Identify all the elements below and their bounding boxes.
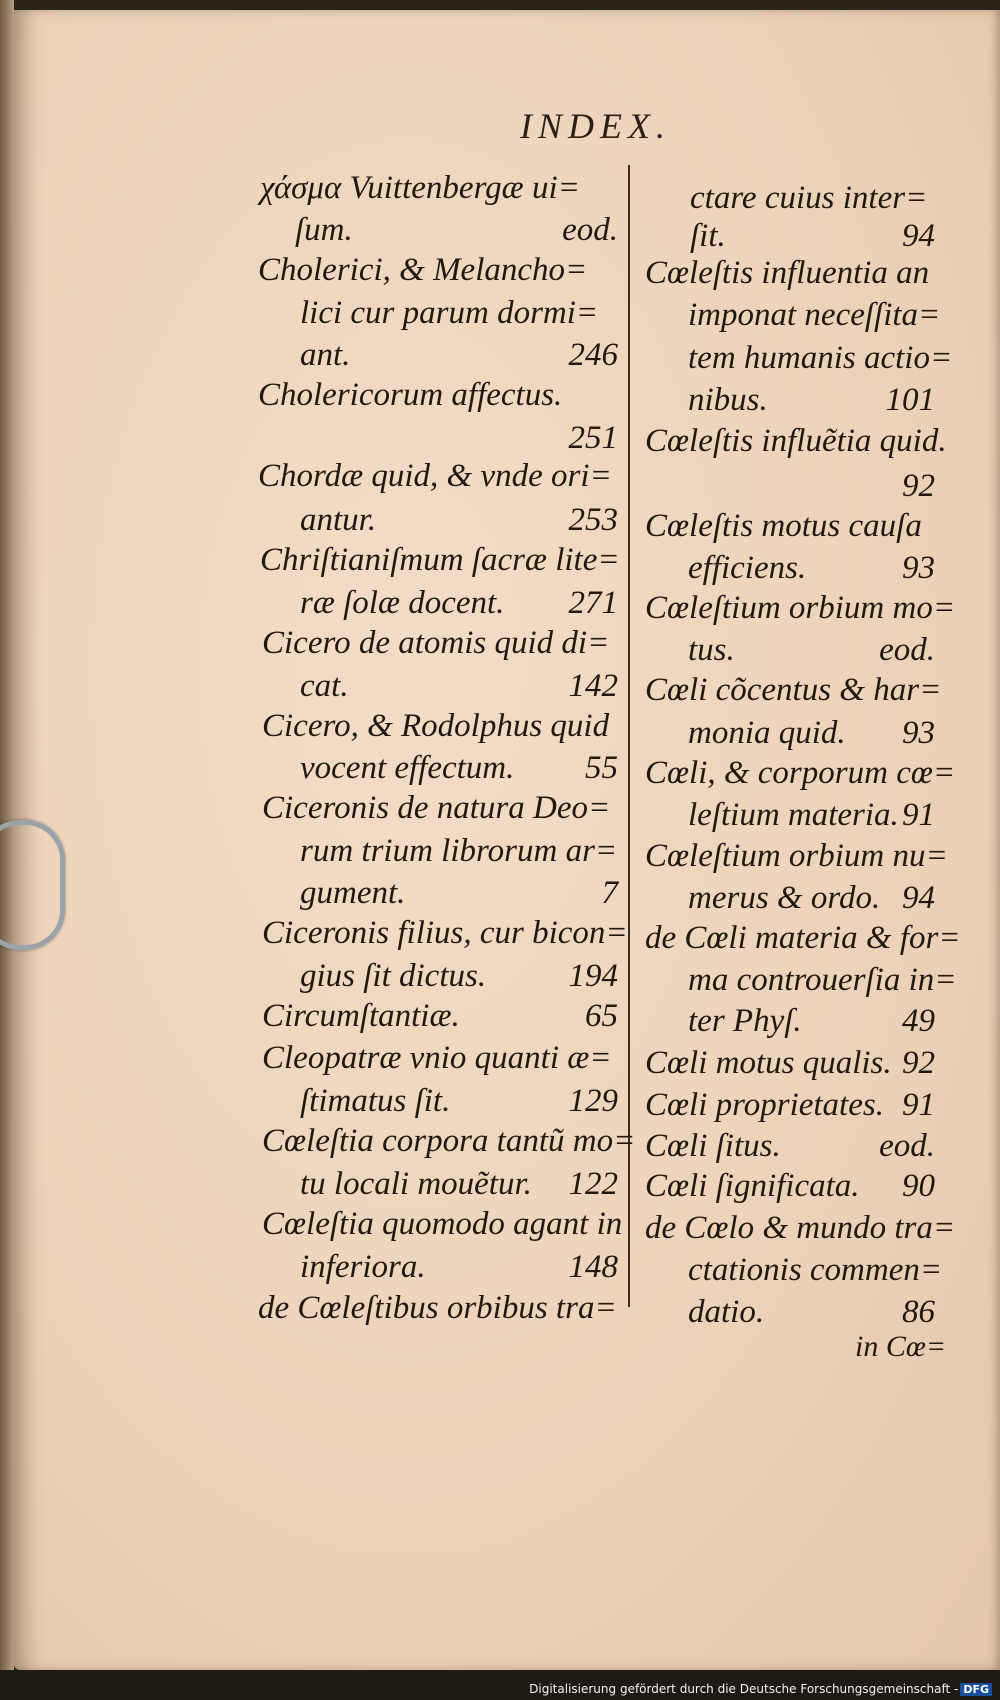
index-entry-line: Cœli ſignificata. <box>645 1168 860 1204</box>
index-entry-line: Ciceronis filius, cur bicon= <box>262 915 628 951</box>
index-entry-line: inferiora. <box>300 1249 426 1285</box>
index-entry-line: Cœli motus qualis. <box>645 1045 892 1081</box>
page-reference: 91 <box>902 797 935 833</box>
index-entry-line: Cœleſtium orbium mo= <box>645 590 956 626</box>
index-entry-line: datio. <box>688 1294 765 1330</box>
page-reference: 7 <box>601 875 618 911</box>
index-entry-line: Cœleſtia corpora tantũ mo= <box>262 1123 636 1159</box>
page-reference: 122 <box>568 1166 618 1202</box>
index-entry-line: Cœli cõcentus & har= <box>645 672 942 708</box>
page-reference: 91 <box>902 1087 935 1123</box>
page-reference: eod. <box>879 1128 935 1164</box>
index-entry-line: efficiens. <box>688 550 807 586</box>
index-entry-line: nibus. <box>688 382 768 418</box>
index-entry-line: Circumſtantiæ. <box>262 998 460 1034</box>
index-entry-line: Ciceronis de natura Deo= <box>262 790 611 826</box>
index-entry-line: de Cœleſtibus orbibus tra= <box>258 1290 617 1326</box>
page-reference: 86 <box>902 1294 935 1330</box>
page-title: INDEX. <box>520 106 671 146</box>
page-reference: 55 <box>585 750 618 786</box>
page-reference: 148 <box>568 1249 618 1285</box>
page-reference: 246 <box>568 337 618 373</box>
index-entry-line: monia quid. <box>688 715 846 751</box>
index-entry-line: tus. <box>688 632 735 668</box>
index-entry-line: merus & ordo. <box>688 880 881 916</box>
index-entry-line: Cœli, & corporum cœ= <box>645 755 956 791</box>
index-entry-line: rum trium librorum ar= <box>300 833 618 869</box>
page-reference: 129 <box>568 1083 618 1119</box>
index-entry-line: antur. <box>300 502 377 538</box>
page-reference: 194 <box>568 958 618 994</box>
index-entry-line: Cholerici, & Melancho= <box>258 252 588 288</box>
index-entry-line: Cœleſtia quomodo agant in <box>262 1206 623 1242</box>
page-reference: 94 <box>902 880 935 916</box>
index-entry-line: ræ ſolæ docent. <box>300 585 505 621</box>
footer-band <box>0 1670 1000 1700</box>
page-reference: 93 <box>902 715 935 751</box>
index-entry-line: vocent effectum. <box>300 750 515 786</box>
page-reference: 142 <box>568 668 618 704</box>
index-entry-line: Cicero de atomis quid di= <box>262 625 610 661</box>
index-entry-line: Cœli ſitus. <box>645 1128 781 1164</box>
index-entry-line: χάσμα Vuittenbergæ ui= <box>260 170 580 206</box>
index-entry-line: Cœleſtis influentia an <box>645 255 930 291</box>
paper-clip <box>0 820 65 950</box>
index-entry-line: ter Phyſ. <box>688 1003 802 1039</box>
page-reference: 253 <box>568 502 618 538</box>
page-reference: 92 <box>902 468 935 504</box>
index-entry-line: ctationis commen= <box>688 1252 943 1288</box>
index-entry-line: de Cœli materia & for= <box>645 920 961 956</box>
page-reference: eod. <box>562 212 618 248</box>
index-entry-line: ſtimatus ſit. <box>300 1083 451 1119</box>
dfg-logo: DFG <box>960 1683 992 1696</box>
index-entry-line: cat. <box>300 668 349 704</box>
index-entry-line: tem humanis actio= <box>688 340 953 376</box>
page-reference: 93 <box>902 550 935 586</box>
index-entry-line: imponat neceſſita= <box>688 297 941 333</box>
page-reference: 65 <box>585 998 618 1034</box>
index-entry-line: Chordæ quid, & vnde ori= <box>258 458 612 494</box>
page-reference: 90 <box>902 1168 935 1204</box>
index-entry-line: ma controuerſia in= <box>688 962 957 998</box>
catchword: in Cœ= <box>855 1330 947 1363</box>
index-entry-line: Cleopatræ vnio quanti æ= <box>262 1040 612 1076</box>
index-entry-line: Cœleſtium orbium nu= <box>645 838 948 874</box>
page-reference: 49 <box>902 1003 935 1039</box>
page-reference: 101 <box>885 382 935 418</box>
index-entry-line: Cœleſtis motus cauſa <box>645 508 922 544</box>
index-entry-line: ſum. <box>295 212 353 248</box>
index-entry-line: Cœleſtis influẽtia quid. <box>645 423 947 459</box>
index-entry-line: ſit. <box>690 218 726 254</box>
index-entry-line: ctare cuius inter= <box>690 180 928 216</box>
page-reference: eod. <box>879 632 935 668</box>
index-entry-line: Cœli proprietates. <box>645 1087 884 1123</box>
page-reference: 251 <box>568 420 618 456</box>
index-entry-line: de Cœlo & mundo tra= <box>645 1210 956 1246</box>
index-entry-line: Cholericorum affectus. <box>258 377 563 413</box>
index-entry-line: leſtium materia. <box>688 797 899 833</box>
index-entry-line: gius ſit dictus. <box>300 958 487 994</box>
index-entry-line: ant. <box>300 337 351 373</box>
credit-text: Digitalisierung gefördert durch die Deutsche Forschungsgemeinschaft - <box>529 1682 959 1696</box>
page-reference: 92 <box>902 1045 935 1081</box>
index-entry-line: Cicero, & Rodolphus quid <box>262 708 610 744</box>
index-entry-line: tu locali mouẽtur. <box>300 1166 532 1202</box>
page-reference: 94 <box>902 218 935 254</box>
index-entry-line: Chriſtianiſmum ſacræ lite= <box>260 542 620 578</box>
index-entry-line: gument. <box>300 875 406 911</box>
digitization-credit <box>529 1682 992 1696</box>
page-reference: 271 <box>568 585 618 621</box>
index-entry-line: lici cur parum dormi= <box>300 295 599 331</box>
